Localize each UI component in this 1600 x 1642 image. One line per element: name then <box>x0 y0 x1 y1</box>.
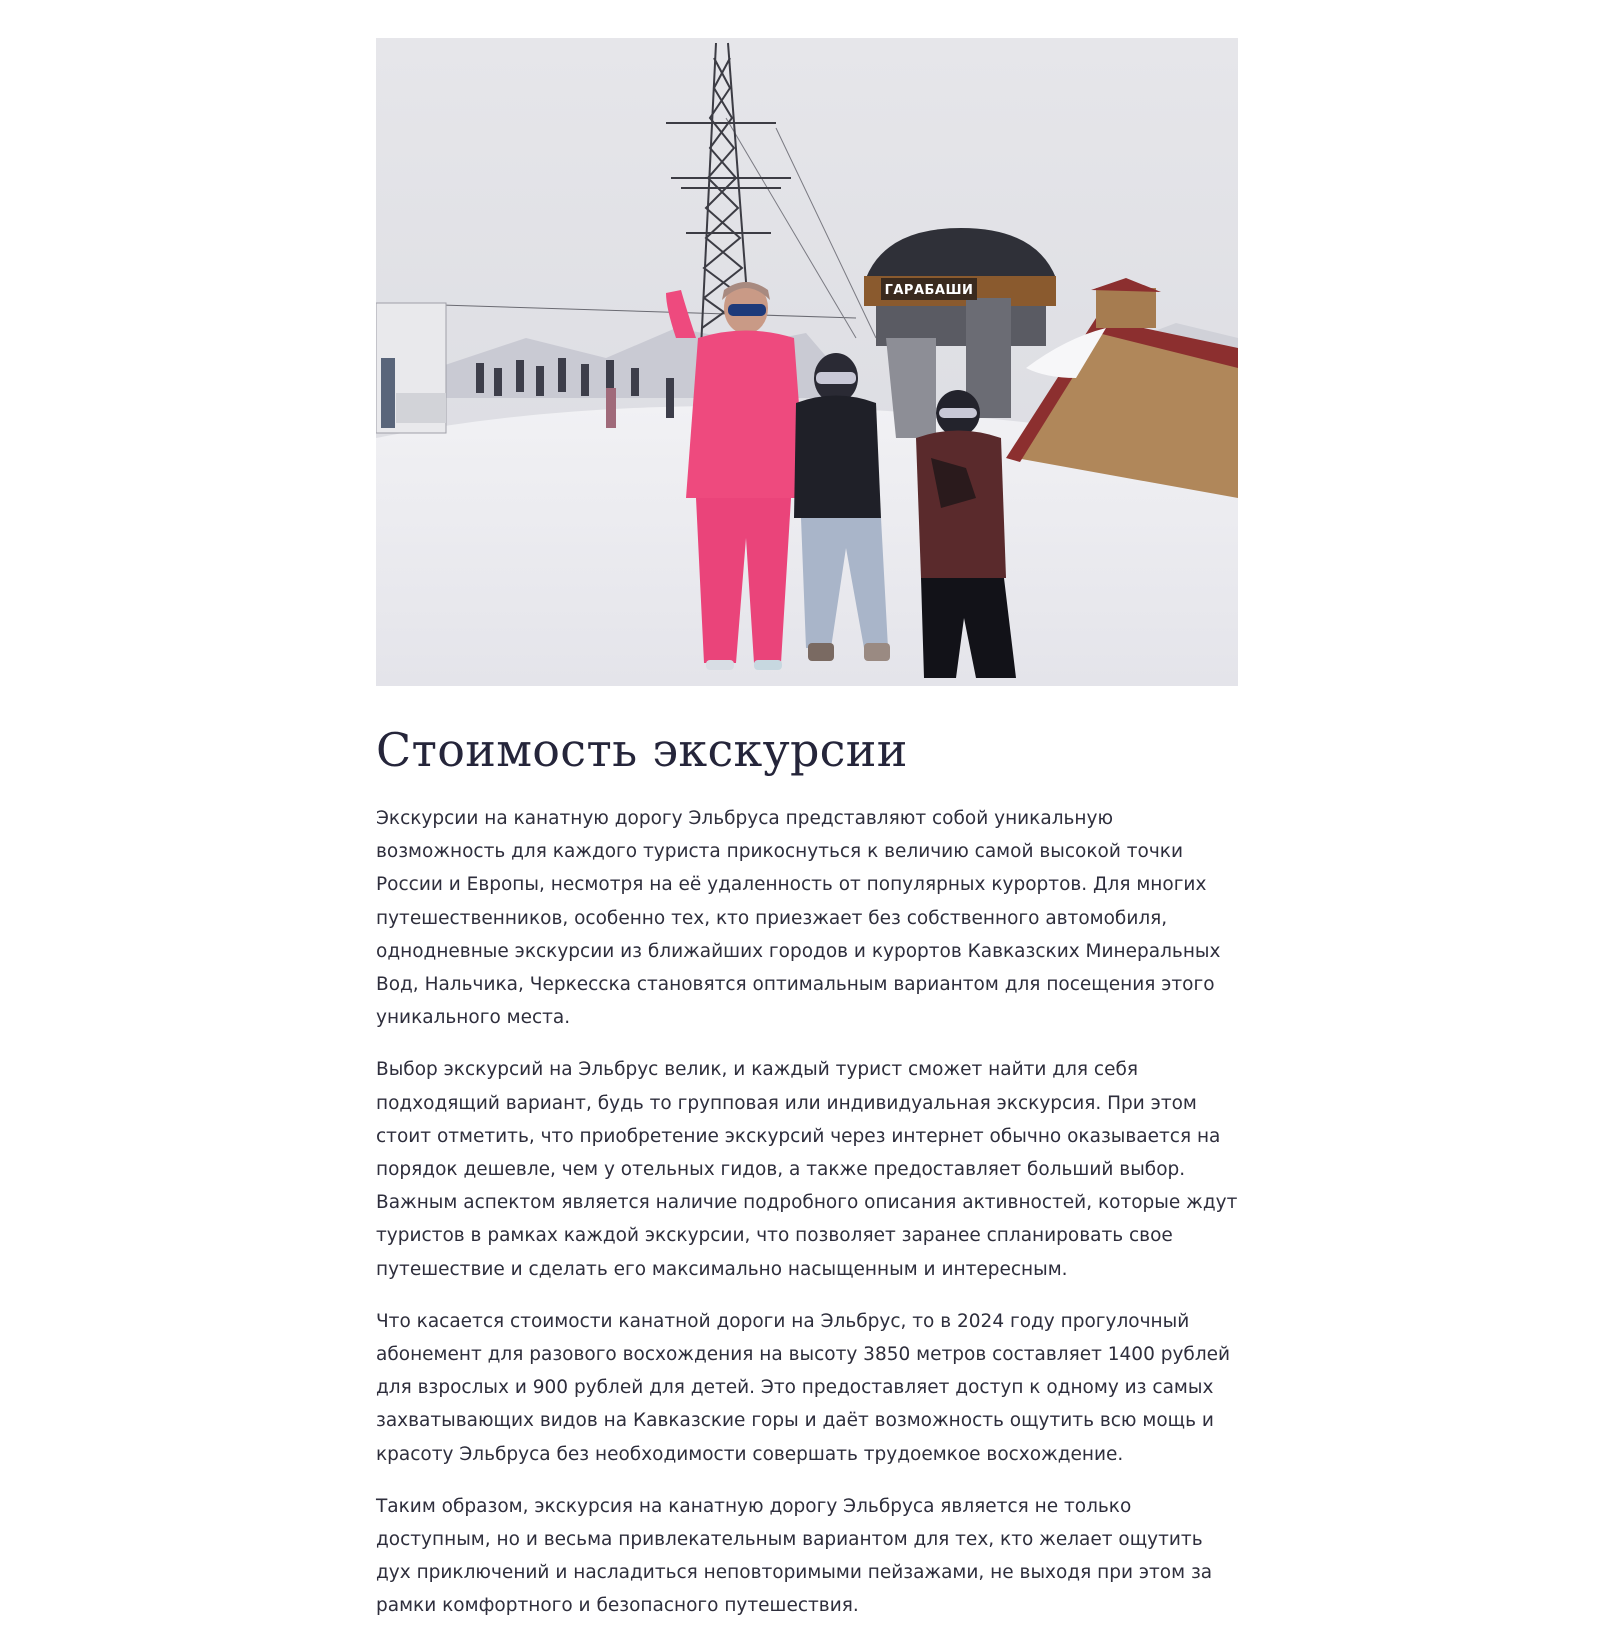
article-photo <box>376 38 1238 686</box>
article-paragraph-2: Выбор экскурсий на Эльбрус велик, и каждый турист сможет найти для себя подходящий вариант, будь то групповая или индивидуальная экскурсия. При этом стоит отметить, что приобретение экскурсий через интернет обычно оказывается на порядок дешевле, чем у отельных гидов, а также предоставляет больший выбор. Важным аспектом является наличие подробного описания активностей, которые ждут туристов в рамках каждой экскурсии, что позволяет заранее спланировать свое путешествие и сделать его максимально насыщенным и интересным. <box>376 1059 1238 1280</box>
article <box>376 38 1238 1642</box>
left-building-door <box>396 393 446 423</box>
article-paragraph-4: Таким образом, экскурсия на канатную дорогу Эльбруса является не только доступным, но и весьма привлекательным вариантом для тех, кто желает ощутить дух приключений и насладиться неповторимыми пейзажами, не выходя при этом за рамки комфортного и безопасного путешествия. <box>376 1495 1213 1617</box>
station-sign: ГАРАБАШИ <box>884 283 974 298</box>
photo-illustration <box>376 38 1238 686</box>
article-paragraph-1: Экскурсии на канатную дорогу Эльбруса представляют собой уникальную возможность для каждого туриста прикоснуться к величию самой высокой точки России и Европы, несмотря на её удаленность от популярных курортов. Для многих путешественников, особенно тех, кто приезжает без собственного автомобиля, однодневные экскурсии из ближайших городов и курортов Кавказских Минеральных Вод, Нальчика, Черкесска становятся оптимальным вариантом для посещения этого уникального места. <box>376 808 1221 1029</box>
article-paragraph-3: Что касается стоимости канатной дороги на Эльбрус, то в 2024 году прогулочный абонемент для разового восхождения на высоту 3850 метров составляет 1400 рублей для взрослых и 900 рублей для детей. Это предоставляет доступ к одному из самых захватывающих видов на Кавказские горы и даёт возможность ощутить всю мощь и красоту Эльбруса без необходимости совершать трудоемкое восхождение. <box>376 1310 1231 1465</box>
article-title: Стоимость экскурсии <box>376 723 908 777</box>
